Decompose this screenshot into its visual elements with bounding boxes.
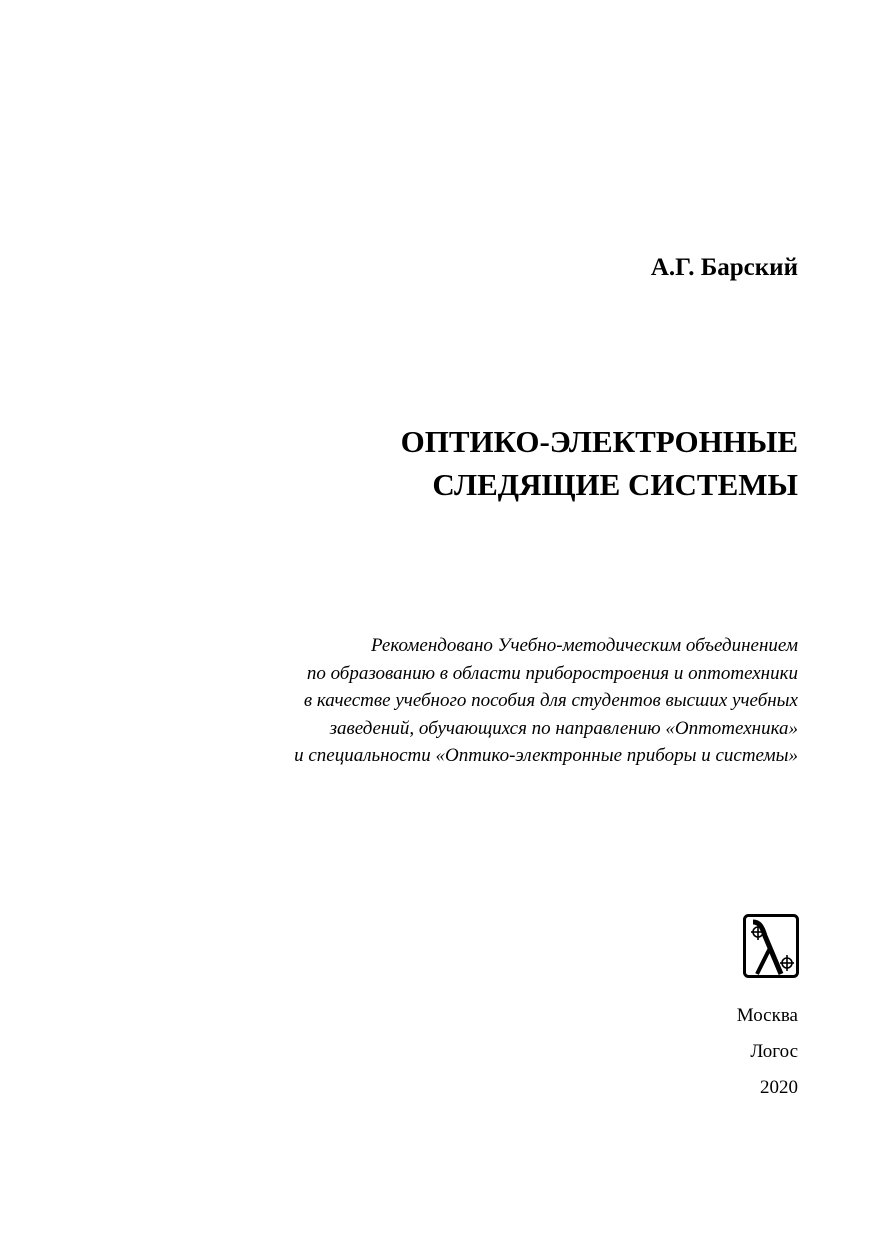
publication-year: 2020 [760, 1077, 798, 1098]
approval-line: по образованию в области приборостроения и оптотехники [306, 662, 798, 684]
book-title-line: СЛЕДЯЩИЕ СИСТЕМЫ [432, 467, 798, 502]
approval-line: и специальности «Оптико-электронные приборы и системы» [294, 745, 798, 766]
approval-line: заведений, обучающихся по направлению «Оптотехника» [329, 717, 798, 739]
publication-city: Москва [736, 1005, 798, 1026]
publisher-logo-icon [743, 914, 799, 978]
imprint [737, 998, 798, 1106]
book-title [401, 420, 798, 506]
approval-line: в качестве учебного пособия для студентов высших учебных [303, 690, 798, 711]
book-title-line: ОПТИКО-ЭЛЕКТРОННЫЕ [400, 424, 798, 459]
approval-line: Рекомендовано Учебно-методическим объединением [371, 635, 798, 656]
author-name: А.Г. Барский [650, 254, 798, 281]
publisher-name: Логос [750, 1041, 798, 1062]
approval-statement [294, 632, 798, 770]
